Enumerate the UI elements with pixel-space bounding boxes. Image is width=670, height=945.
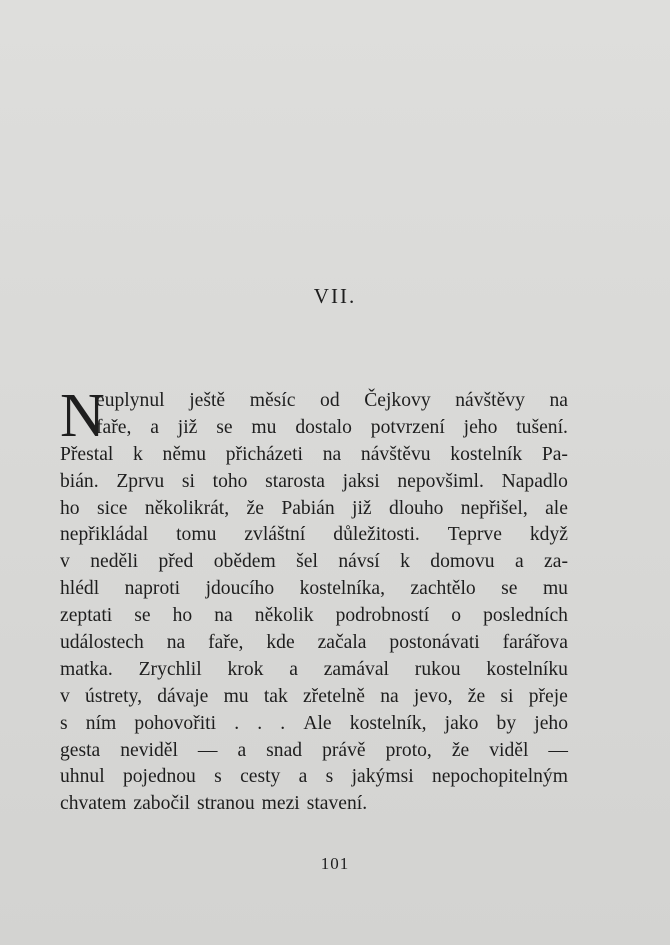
word: s bbox=[60, 712, 68, 734]
word: tušení. bbox=[516, 416, 568, 438]
text-line bbox=[60, 496, 568, 523]
word: ním bbox=[85, 712, 117, 734]
word: potvrzení bbox=[370, 416, 445, 438]
word: k bbox=[133, 443, 143, 465]
word: nepovšiml. bbox=[397, 470, 484, 492]
word: si bbox=[181, 470, 195, 492]
word: zvláštní bbox=[244, 524, 306, 546]
paragraph-lines bbox=[60, 382, 568, 818]
word: faře, bbox=[96, 416, 132, 438]
word: Pa- bbox=[541, 443, 568, 465]
word: farářova bbox=[502, 632, 568, 654]
word: mu bbox=[251, 416, 277, 438]
word: Teprve bbox=[447, 524, 502, 546]
text-line bbox=[60, 711, 568, 738]
word: o bbox=[451, 605, 462, 627]
word: v bbox=[60, 685, 70, 707]
word: jaksi bbox=[342, 470, 380, 492]
word: jdoucího bbox=[205, 578, 275, 600]
word: jevo, bbox=[413, 685, 453, 707]
text-line bbox=[60, 469, 568, 496]
word: neviděl bbox=[120, 739, 178, 761]
word: přeje bbox=[528, 685, 568, 707]
word: za- bbox=[544, 551, 568, 573]
word: stavení. bbox=[306, 793, 368, 815]
text-line bbox=[60, 738, 568, 765]
word: dostalo bbox=[295, 416, 352, 438]
word: na bbox=[166, 632, 186, 654]
word: šel bbox=[296, 551, 318, 573]
word: Napadlo bbox=[501, 470, 568, 492]
word: chvatem bbox=[60, 793, 127, 815]
word: posledních bbox=[483, 605, 568, 627]
word: — bbox=[197, 739, 218, 761]
word: mu bbox=[223, 685, 249, 707]
word: . bbox=[280, 712, 286, 734]
word: Ale bbox=[303, 712, 332, 734]
word: matka. bbox=[60, 658, 113, 680]
word: s bbox=[214, 766, 222, 788]
word: návsí bbox=[338, 551, 380, 573]
word: jeho bbox=[463, 416, 498, 438]
word: proto, bbox=[385, 739, 432, 761]
word: viděl bbox=[489, 739, 529, 761]
word: ještě bbox=[189, 390, 226, 411]
word: starosta bbox=[265, 470, 325, 492]
word: na bbox=[549, 390, 568, 411]
page-number: 101 bbox=[320, 854, 350, 873]
word: němu bbox=[162, 443, 207, 465]
word: dlouho bbox=[388, 497, 444, 519]
word: ústrety, bbox=[85, 685, 142, 707]
word: a bbox=[150, 416, 159, 438]
word: faře, bbox=[208, 632, 244, 654]
word: krok bbox=[227, 658, 264, 680]
word: od bbox=[320, 390, 340, 411]
word: zabočil bbox=[133, 793, 190, 815]
word: jeho bbox=[534, 712, 568, 734]
word: a bbox=[237, 739, 247, 761]
word: nepřišel, bbox=[460, 497, 528, 519]
text-line bbox=[60, 549, 568, 576]
text-line bbox=[60, 522, 568, 549]
word: tak bbox=[263, 685, 288, 707]
word: důležitosti. bbox=[333, 524, 420, 546]
word: se bbox=[216, 416, 233, 438]
word: na bbox=[380, 685, 399, 707]
word: několik bbox=[254, 605, 314, 627]
word: uhnul bbox=[60, 766, 105, 788]
word: sice bbox=[96, 497, 128, 519]
word: Čejkovy bbox=[364, 390, 431, 411]
word: pojednou bbox=[122, 766, 196, 788]
word: mezi bbox=[261, 793, 300, 815]
word: v bbox=[60, 551, 70, 573]
word: kostelníku bbox=[486, 658, 568, 680]
word: se bbox=[134, 605, 151, 627]
text-line bbox=[60, 388, 568, 415]
word: návštěvy bbox=[455, 390, 525, 411]
word: k bbox=[400, 551, 410, 573]
word: že bbox=[451, 739, 470, 761]
word: a bbox=[514, 551, 524, 573]
text-line bbox=[60, 657, 568, 684]
word: ale bbox=[545, 497, 568, 519]
word: ho bbox=[60, 497, 80, 519]
word: stranou bbox=[196, 793, 255, 815]
word: rukou bbox=[414, 658, 461, 680]
word: jako bbox=[444, 712, 479, 734]
text-line bbox=[60, 764, 568, 791]
word: nepřikládal bbox=[60, 524, 149, 546]
word: již bbox=[177, 416, 198, 438]
word: nepochopitelným bbox=[431, 766, 568, 788]
text-line bbox=[60, 576, 568, 603]
text-line bbox=[60, 603, 568, 630]
text-line bbox=[60, 442, 568, 469]
word: . bbox=[257, 712, 263, 734]
word: . bbox=[234, 712, 240, 734]
word: si bbox=[500, 685, 514, 707]
word: kostelníka, bbox=[299, 578, 386, 600]
word: kostelník bbox=[450, 443, 523, 465]
text-line bbox=[60, 684, 568, 711]
word: ho bbox=[172, 605, 193, 627]
word: neděli bbox=[90, 551, 139, 573]
word: dávaje bbox=[157, 685, 209, 707]
word: zachtělo bbox=[410, 578, 476, 600]
word: — bbox=[548, 739, 568, 761]
word: se bbox=[501, 578, 518, 600]
word: že bbox=[246, 497, 264, 519]
word: Zrychlil bbox=[138, 658, 202, 680]
word: gesta bbox=[60, 739, 101, 761]
text-line bbox=[60, 791, 568, 818]
word: naproti bbox=[124, 578, 181, 600]
word: postonávati bbox=[389, 632, 480, 654]
word: když bbox=[529, 524, 568, 546]
word: že bbox=[467, 685, 486, 707]
word: událostech bbox=[60, 632, 144, 654]
word: kde bbox=[266, 632, 295, 654]
word: obědem bbox=[213, 551, 276, 573]
body-paragraph bbox=[60, 382, 568, 818]
word: tomu bbox=[176, 524, 217, 546]
word: na bbox=[322, 443, 342, 465]
word: přicházeti bbox=[225, 443, 304, 465]
word: toho bbox=[212, 470, 248, 492]
word: by bbox=[496, 712, 517, 734]
word: hlédl bbox=[60, 578, 100, 600]
word: kostelník, bbox=[349, 712, 427, 734]
word: bián. bbox=[60, 470, 99, 492]
word: jakýmsi bbox=[351, 766, 414, 788]
word: na bbox=[214, 605, 233, 627]
word: před bbox=[158, 551, 194, 573]
word: a bbox=[298, 766, 308, 788]
dropcap-initial: N bbox=[60, 382, 105, 450]
word: zamával bbox=[323, 658, 389, 680]
word: Zprvu bbox=[116, 470, 165, 492]
chapter-heading: VII. bbox=[313, 284, 357, 308]
word: euplynul bbox=[96, 390, 165, 411]
word: Přestal bbox=[60, 443, 114, 465]
text-line bbox=[60, 630, 568, 657]
word: zřetelně bbox=[302, 685, 365, 707]
word: pohovořiti bbox=[134, 712, 217, 734]
word: již bbox=[352, 497, 372, 519]
word: právě bbox=[322, 739, 366, 761]
word: začala bbox=[317, 632, 367, 654]
word: několikrát, bbox=[144, 497, 230, 519]
word: podrobností bbox=[335, 605, 430, 627]
word: cesty bbox=[240, 766, 281, 788]
word: měsíc bbox=[249, 390, 296, 411]
word: mu bbox=[542, 578, 568, 600]
word: Pabián bbox=[281, 497, 335, 519]
text-line bbox=[60, 415, 568, 442]
word: zeptati bbox=[60, 605, 113, 627]
word: s bbox=[325, 766, 334, 788]
word: domovu bbox=[430, 551, 495, 573]
word: návštěvu bbox=[360, 443, 431, 465]
word: a bbox=[289, 658, 298, 680]
word: snad bbox=[266, 739, 303, 761]
